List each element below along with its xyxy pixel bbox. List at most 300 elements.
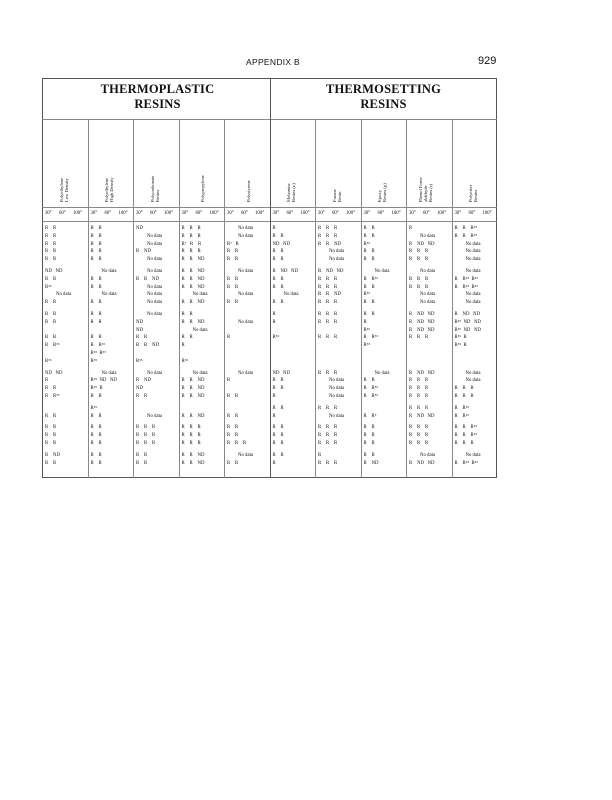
table-cell: R ND ND xyxy=(272,269,298,274)
column-header-line: Furane xyxy=(331,189,337,202)
temperature-labels xyxy=(409,211,451,216)
table-cell: R ND ND xyxy=(409,312,435,317)
temperature-label: 30° xyxy=(318,211,325,216)
table-cell: R R R xyxy=(318,370,338,376)
table-cell: R R ND xyxy=(181,319,205,325)
column-header-line: Melamine xyxy=(286,183,292,202)
table-cell: R ND xyxy=(136,249,151,255)
temperature-labels xyxy=(273,211,315,216)
table-cell: R R xyxy=(227,433,239,439)
table-cell: No data xyxy=(420,292,436,298)
temperature-label: 30° xyxy=(454,211,462,216)
table-cell: R R xyxy=(90,257,102,263)
table-cell: No data xyxy=(238,370,254,376)
temperature-label: 100° xyxy=(437,211,447,216)
column-header-line: aldehyde xyxy=(422,185,428,202)
table-cell: R R ND xyxy=(181,284,205,290)
temperature-labels xyxy=(227,211,269,216)
table-cell: R xyxy=(272,226,276,231)
group-title-line: RESINS xyxy=(134,97,181,111)
column-header-line: Polypropylene xyxy=(200,175,206,202)
table-cell: R R R xyxy=(318,276,338,282)
table-cell: No data xyxy=(329,257,345,263)
table-cell: No data xyxy=(147,413,163,419)
table-cell: R R xyxy=(90,300,102,306)
table-cell: R⁵⁵ xyxy=(363,343,371,349)
table-cell: R R xyxy=(272,425,284,431)
temperature-label: 30° xyxy=(272,211,280,216)
table-cell: R R xyxy=(90,284,102,290)
table-cell: R R xyxy=(45,319,57,325)
column-header-line: Resins (p) xyxy=(382,183,388,202)
temperature-label: 30° xyxy=(181,211,189,216)
table-cell: R R xyxy=(363,284,375,290)
table-cell: ND xyxy=(136,327,143,333)
table-cell: R R xyxy=(227,284,239,290)
temperature-label: 60° xyxy=(195,211,203,216)
table-cell: ND ND xyxy=(45,269,63,274)
table-cell: No data xyxy=(56,292,72,298)
temperature-label: 100° xyxy=(209,211,219,216)
column-header-line: Resins xyxy=(473,189,479,202)
table-cell: No data xyxy=(374,269,390,274)
table-cell: R⁵⁵ xyxy=(90,405,98,411)
table-cell: ND ND xyxy=(272,241,290,247)
table-cell: No data xyxy=(147,312,163,317)
table-cell: R R xyxy=(272,276,284,282)
temperature-label: 60° xyxy=(332,211,339,216)
table-cell: R R⁵⁵ xyxy=(454,413,470,419)
table-cell: R R R xyxy=(318,441,338,446)
table-cell: R R xyxy=(90,425,102,431)
table-cell: No data xyxy=(147,292,163,298)
column-header xyxy=(224,130,270,202)
table-cell: R R xyxy=(227,460,239,466)
table-cell: R R⁵ xyxy=(363,413,377,419)
column-header xyxy=(315,130,361,202)
table-cell: R ND ND xyxy=(409,413,435,419)
temperature-labels xyxy=(364,211,406,216)
temperature-labels xyxy=(45,211,87,216)
table-cell: R R⁵⁵ xyxy=(45,394,60,399)
table-cell: No data xyxy=(238,226,254,231)
table-cell: R ND ND xyxy=(318,269,344,274)
temperature-label: 60° xyxy=(377,211,385,216)
table-cell: R⁵⁵ xyxy=(45,358,52,364)
table-cell: R R xyxy=(363,249,375,255)
table-cell: R R xyxy=(272,233,284,239)
table-cell: R⁵⁵ xyxy=(272,335,280,341)
table-cell: No data xyxy=(420,300,436,306)
table-cell: No data xyxy=(192,327,208,333)
table-cell: R R R xyxy=(318,226,338,231)
temperature-label: 60° xyxy=(241,211,248,216)
column-header-line: Phenol Form- xyxy=(417,176,423,202)
table-cell: R R R xyxy=(181,233,201,239)
table-cell: No data xyxy=(329,386,345,392)
temperature-label: 30° xyxy=(363,211,371,216)
table-cell: R xyxy=(45,378,49,384)
temperature-label: 30° xyxy=(136,211,143,216)
table-cell: R R R⁵⁵ xyxy=(454,233,478,239)
table-cell: R R R xyxy=(454,394,474,399)
table-cell: R R R xyxy=(318,460,338,466)
column-header xyxy=(452,130,498,202)
table-cell: R⁵⁵ xyxy=(363,292,371,298)
table-cell: R⁷ R xyxy=(227,241,239,247)
table-cell: R R R xyxy=(136,441,156,446)
table-cell: R R xyxy=(45,249,57,255)
table-cell: R R xyxy=(363,312,375,317)
table-cell: R R xyxy=(272,249,284,255)
table-cell: R R xyxy=(45,241,57,247)
table-cell: R R xyxy=(227,257,239,263)
table-cell: R ND ND xyxy=(454,312,480,317)
table-cell: R R xyxy=(45,425,57,431)
column-header-line: Polyester xyxy=(468,184,474,202)
column-header-label xyxy=(286,183,296,202)
table-cell: R xyxy=(227,378,231,384)
table-cell: R R R xyxy=(409,284,429,290)
table-cell: R R xyxy=(272,441,284,446)
table-cell: R R xyxy=(45,312,57,317)
table-cell: R R xyxy=(45,433,57,439)
table-cell: R R R xyxy=(409,378,429,384)
table-cell: R R R xyxy=(318,425,338,431)
table-cell: R xyxy=(272,394,276,399)
table-cell: No data xyxy=(465,370,481,376)
table-cell: R R ND xyxy=(181,269,205,274)
table-cell: No data xyxy=(329,249,345,255)
table-cell: R R xyxy=(363,233,375,239)
table-cell: R ND ND xyxy=(409,460,435,466)
table-cell: R⁵⁵ ND ND xyxy=(90,378,117,384)
table-cell: R R R xyxy=(227,441,247,446)
table-cell: R R xyxy=(45,386,57,392)
table-cell: R R ND xyxy=(318,292,341,298)
temperature-labels xyxy=(182,211,224,216)
table-cell: R R xyxy=(227,394,239,399)
temperature-label: 60° xyxy=(59,211,66,216)
table-cell: R R R xyxy=(409,257,429,263)
table-cell: No data xyxy=(147,233,163,239)
table-cell: No data xyxy=(465,300,481,306)
temperature-label: 60° xyxy=(150,211,157,216)
table-cell: R R R xyxy=(181,441,201,446)
table-cell: R R xyxy=(90,319,102,325)
table-cell: R R⁵⁵ xyxy=(363,386,379,392)
table-cell: R⁵⁵ xyxy=(363,241,371,247)
table-cell: R R ND xyxy=(136,343,159,349)
table-cell: R R R xyxy=(409,386,429,392)
column-header-label xyxy=(150,176,160,202)
column-header xyxy=(133,130,179,202)
table-cell: R R xyxy=(90,249,102,255)
table-cell: R xyxy=(272,413,276,419)
table-cell: R R⁵⁵ xyxy=(363,276,379,282)
table-cell: R ND xyxy=(363,460,379,466)
table-cell: No data xyxy=(465,292,481,298)
temperature-label: 100° xyxy=(482,211,492,216)
table-cell: R R xyxy=(90,241,102,247)
table-cell: R R⁵⁵ xyxy=(363,335,379,341)
temperature-label: 60° xyxy=(468,211,476,216)
table-cell: No data xyxy=(147,284,163,290)
table-cell: R R R xyxy=(318,335,338,341)
table-cell: R R R xyxy=(409,249,429,255)
table-cell: R⁵⁵ R⁵⁵ xyxy=(90,351,106,356)
table-cell: R R xyxy=(363,257,375,263)
table-cell: R R xyxy=(363,452,375,458)
table-cell: R R ND xyxy=(181,452,205,458)
table-cell: R R R xyxy=(318,300,338,306)
column-header xyxy=(270,130,316,202)
table-cell: R R R xyxy=(181,425,201,431)
table-cell: R R xyxy=(45,335,57,341)
table-cell: R R R xyxy=(454,441,474,446)
table-cell: R R xyxy=(272,405,284,411)
table-cell: R⁵⁵ R xyxy=(90,386,103,392)
table-cell: R R xyxy=(272,433,284,439)
table-cell: R R xyxy=(90,276,102,282)
table-cell: ND ND xyxy=(272,370,290,376)
table-cell: R R ND xyxy=(181,460,205,466)
temperature-labels xyxy=(136,211,178,216)
table-cell: No data xyxy=(420,269,436,274)
table-cell: R R xyxy=(227,276,239,282)
table-cell: R R xyxy=(363,226,375,231)
table-cell: No data xyxy=(465,257,481,263)
table-cell: No data xyxy=(283,292,299,298)
column-header-line: High Density xyxy=(109,177,115,202)
table-cell: R R xyxy=(136,460,148,466)
table-cell: R ND ND xyxy=(409,241,435,247)
temperature-label: 30° xyxy=(409,211,416,216)
column-header xyxy=(361,130,407,202)
table-cell: R R ND xyxy=(181,300,205,306)
table-cell: R R xyxy=(90,452,102,458)
temperature-label: 100° xyxy=(118,211,128,216)
table-cell: No data xyxy=(465,241,481,247)
table-cell: R ND xyxy=(136,378,151,384)
group-title-thermosetting xyxy=(270,82,497,112)
table-cell: R R xyxy=(227,425,239,431)
table-cell: R R xyxy=(45,257,57,263)
temperature-labels xyxy=(455,211,497,216)
table-cell: No data xyxy=(192,370,208,376)
table-cell: No data xyxy=(147,300,163,306)
table-cell: R xyxy=(181,343,185,349)
table-cell: No data xyxy=(420,452,436,458)
table-cell: R⁵⁵ ND ND xyxy=(454,319,481,325)
table-cell: R ND ND xyxy=(409,319,435,325)
table-cell: R R xyxy=(363,433,375,439)
table-cell: R R R xyxy=(409,335,429,341)
table-cell: No data xyxy=(101,269,117,274)
table-cell: No data xyxy=(465,378,481,384)
column-header-line: Polyethylene xyxy=(104,178,110,202)
table-cell: No data xyxy=(465,249,481,255)
group-title-line: THERMOSETTING xyxy=(325,82,442,96)
column-header-label xyxy=(246,180,251,202)
column-header-line: Polycarbonate xyxy=(149,175,155,202)
table-cell: R R xyxy=(272,284,284,290)
table-cell: R ND xyxy=(45,452,60,458)
table-cell: R⁵⁵ R xyxy=(454,335,467,341)
table-cell: R R xyxy=(90,312,102,317)
column-header xyxy=(406,130,452,202)
table-cell: R R xyxy=(363,378,375,384)
table-cell: R R R xyxy=(136,433,156,439)
table-cell: R R xyxy=(363,425,375,431)
table-cell: R R R xyxy=(409,425,429,431)
table-cell: No data xyxy=(374,370,390,376)
table-cell: R⁵⁵ xyxy=(181,358,189,364)
group-title-thermoplastic xyxy=(44,82,271,112)
table-cell: R R R xyxy=(318,405,338,411)
table-cell: R R R xyxy=(318,284,338,290)
table-cell: R R R xyxy=(181,226,201,231)
column-header xyxy=(179,130,225,202)
table-cell: No data xyxy=(101,292,117,298)
table-cell: R R ND xyxy=(318,241,341,247)
table-cell: R R xyxy=(90,233,102,239)
table-cell: R R xyxy=(90,226,102,231)
table-cell: R R R xyxy=(318,312,338,317)
column-header-label xyxy=(468,185,478,202)
table-cell: R xyxy=(227,335,231,341)
table-cell: R⁵⁵ xyxy=(45,284,52,290)
table-cell: R R R xyxy=(181,433,201,439)
table-cell: R⁷ R R xyxy=(181,241,202,247)
temperature-label: 100° xyxy=(164,211,174,216)
column-header-label xyxy=(59,178,69,202)
column-header-label xyxy=(418,177,433,202)
table-cell: R R⁵⁵ xyxy=(454,405,470,411)
table-cell: R R xyxy=(227,413,239,419)
group-title-line: THERMOPLASTIC xyxy=(100,82,215,96)
table-cell: R R R xyxy=(318,233,338,239)
temperature-label: 60° xyxy=(286,211,294,216)
table-cell: R R xyxy=(136,452,148,458)
column-header-line: Resin xyxy=(336,191,342,202)
column-header-line: Resins (r) xyxy=(427,184,433,202)
column-header-line: Polystyrene xyxy=(245,180,251,202)
table-cell: R R⁵⁵ R⁵⁵ xyxy=(454,284,478,290)
table-cell: No data xyxy=(238,233,254,239)
column-header-line: Low Density xyxy=(63,178,69,202)
table-cell: R R R xyxy=(409,276,429,282)
table-cell: ND ND xyxy=(45,370,63,376)
table-cell: No data xyxy=(192,292,208,298)
table-cell: R⁵⁵ xyxy=(136,358,143,364)
table-cell: R R R xyxy=(409,405,429,411)
table-cell: No data xyxy=(238,292,254,298)
table-cell: R R xyxy=(181,312,193,317)
table-cell: No data xyxy=(147,269,163,274)
table-cell: R R ND xyxy=(181,276,205,282)
table-cell: R R xyxy=(227,300,239,306)
table-cell: No data xyxy=(147,241,163,247)
table-cell: R R ND xyxy=(181,386,205,392)
table-cell: No data xyxy=(329,413,345,419)
table-cell: R⁵⁵ R xyxy=(454,343,467,349)
appendix-label: APPENDIX B xyxy=(246,57,301,67)
column-header-label xyxy=(104,177,114,202)
table-cell: R R ND xyxy=(136,276,159,282)
table-cell: R R R xyxy=(454,386,474,392)
table-cell: No data xyxy=(147,370,163,376)
table-cell: ND xyxy=(136,386,143,392)
table-cell: No data xyxy=(329,394,345,399)
table-cell: R R xyxy=(272,386,284,392)
column-header-line: Epoxy xyxy=(377,190,383,202)
temperature-label: 100° xyxy=(391,211,401,216)
table-cell: R R R⁵⁵ xyxy=(454,425,478,431)
table-cell: R R⁵⁵ xyxy=(90,343,106,349)
table-cell: No data xyxy=(420,233,436,239)
table-cell: R R⁵⁵ xyxy=(363,394,379,399)
table-cell: R R xyxy=(45,441,57,446)
table-cell: No data xyxy=(238,319,254,325)
table-cell: No data xyxy=(465,452,481,458)
table-cell: R R xyxy=(45,460,57,466)
temperature-label: 100° xyxy=(300,211,310,216)
table-cell: R R xyxy=(90,460,102,466)
table-cell: R R⁵⁵ R⁵⁵ xyxy=(454,460,478,466)
table-cell: R R xyxy=(90,413,102,419)
table-cell: R xyxy=(272,460,276,466)
table-cell: ND xyxy=(136,226,143,231)
table-cell: No data xyxy=(238,452,254,458)
table-cell: R R xyxy=(90,433,102,439)
page-number: 929 xyxy=(478,55,497,67)
temperature-label: 60° xyxy=(104,211,112,216)
page-header xyxy=(0,57,612,71)
table-cell: R R xyxy=(363,441,375,446)
column-header-label xyxy=(377,183,387,202)
column-header-label xyxy=(332,189,342,202)
table-cell: R R R xyxy=(409,394,429,399)
table-cell: R R xyxy=(227,249,239,255)
group-title-line: RESINS xyxy=(360,97,407,111)
column-header xyxy=(88,130,134,202)
table-cell: R R xyxy=(45,300,57,306)
table-cell: R R R xyxy=(318,433,338,439)
table-cell: R ND ND xyxy=(409,370,435,376)
temperature-label: 100° xyxy=(73,211,83,216)
table-cell: R R xyxy=(272,300,284,306)
table-cell: R R xyxy=(45,233,57,239)
table-cell: R R xyxy=(45,226,57,231)
table-cell: R R ND xyxy=(181,378,205,384)
table-cell: R R R xyxy=(318,319,338,325)
table-cell: R R xyxy=(136,335,148,341)
column-header-line: Resins xyxy=(154,189,160,202)
table-cell: R R⁵⁵ R⁵⁵ xyxy=(454,276,478,282)
table-cell: ND xyxy=(136,319,143,325)
table-cell: R R xyxy=(272,452,284,458)
table-cell: R R⁵⁵ xyxy=(45,343,60,349)
table-cell: R R xyxy=(363,300,375,306)
table-cell: R R R xyxy=(409,433,429,439)
table-cell: No data xyxy=(147,257,163,263)
table-cell: R xyxy=(318,452,322,458)
temperature-label: 30° xyxy=(90,211,98,216)
table-cell: R R xyxy=(90,441,102,446)
table-cell: R R xyxy=(272,378,284,384)
table-cell: R R R xyxy=(409,441,429,446)
